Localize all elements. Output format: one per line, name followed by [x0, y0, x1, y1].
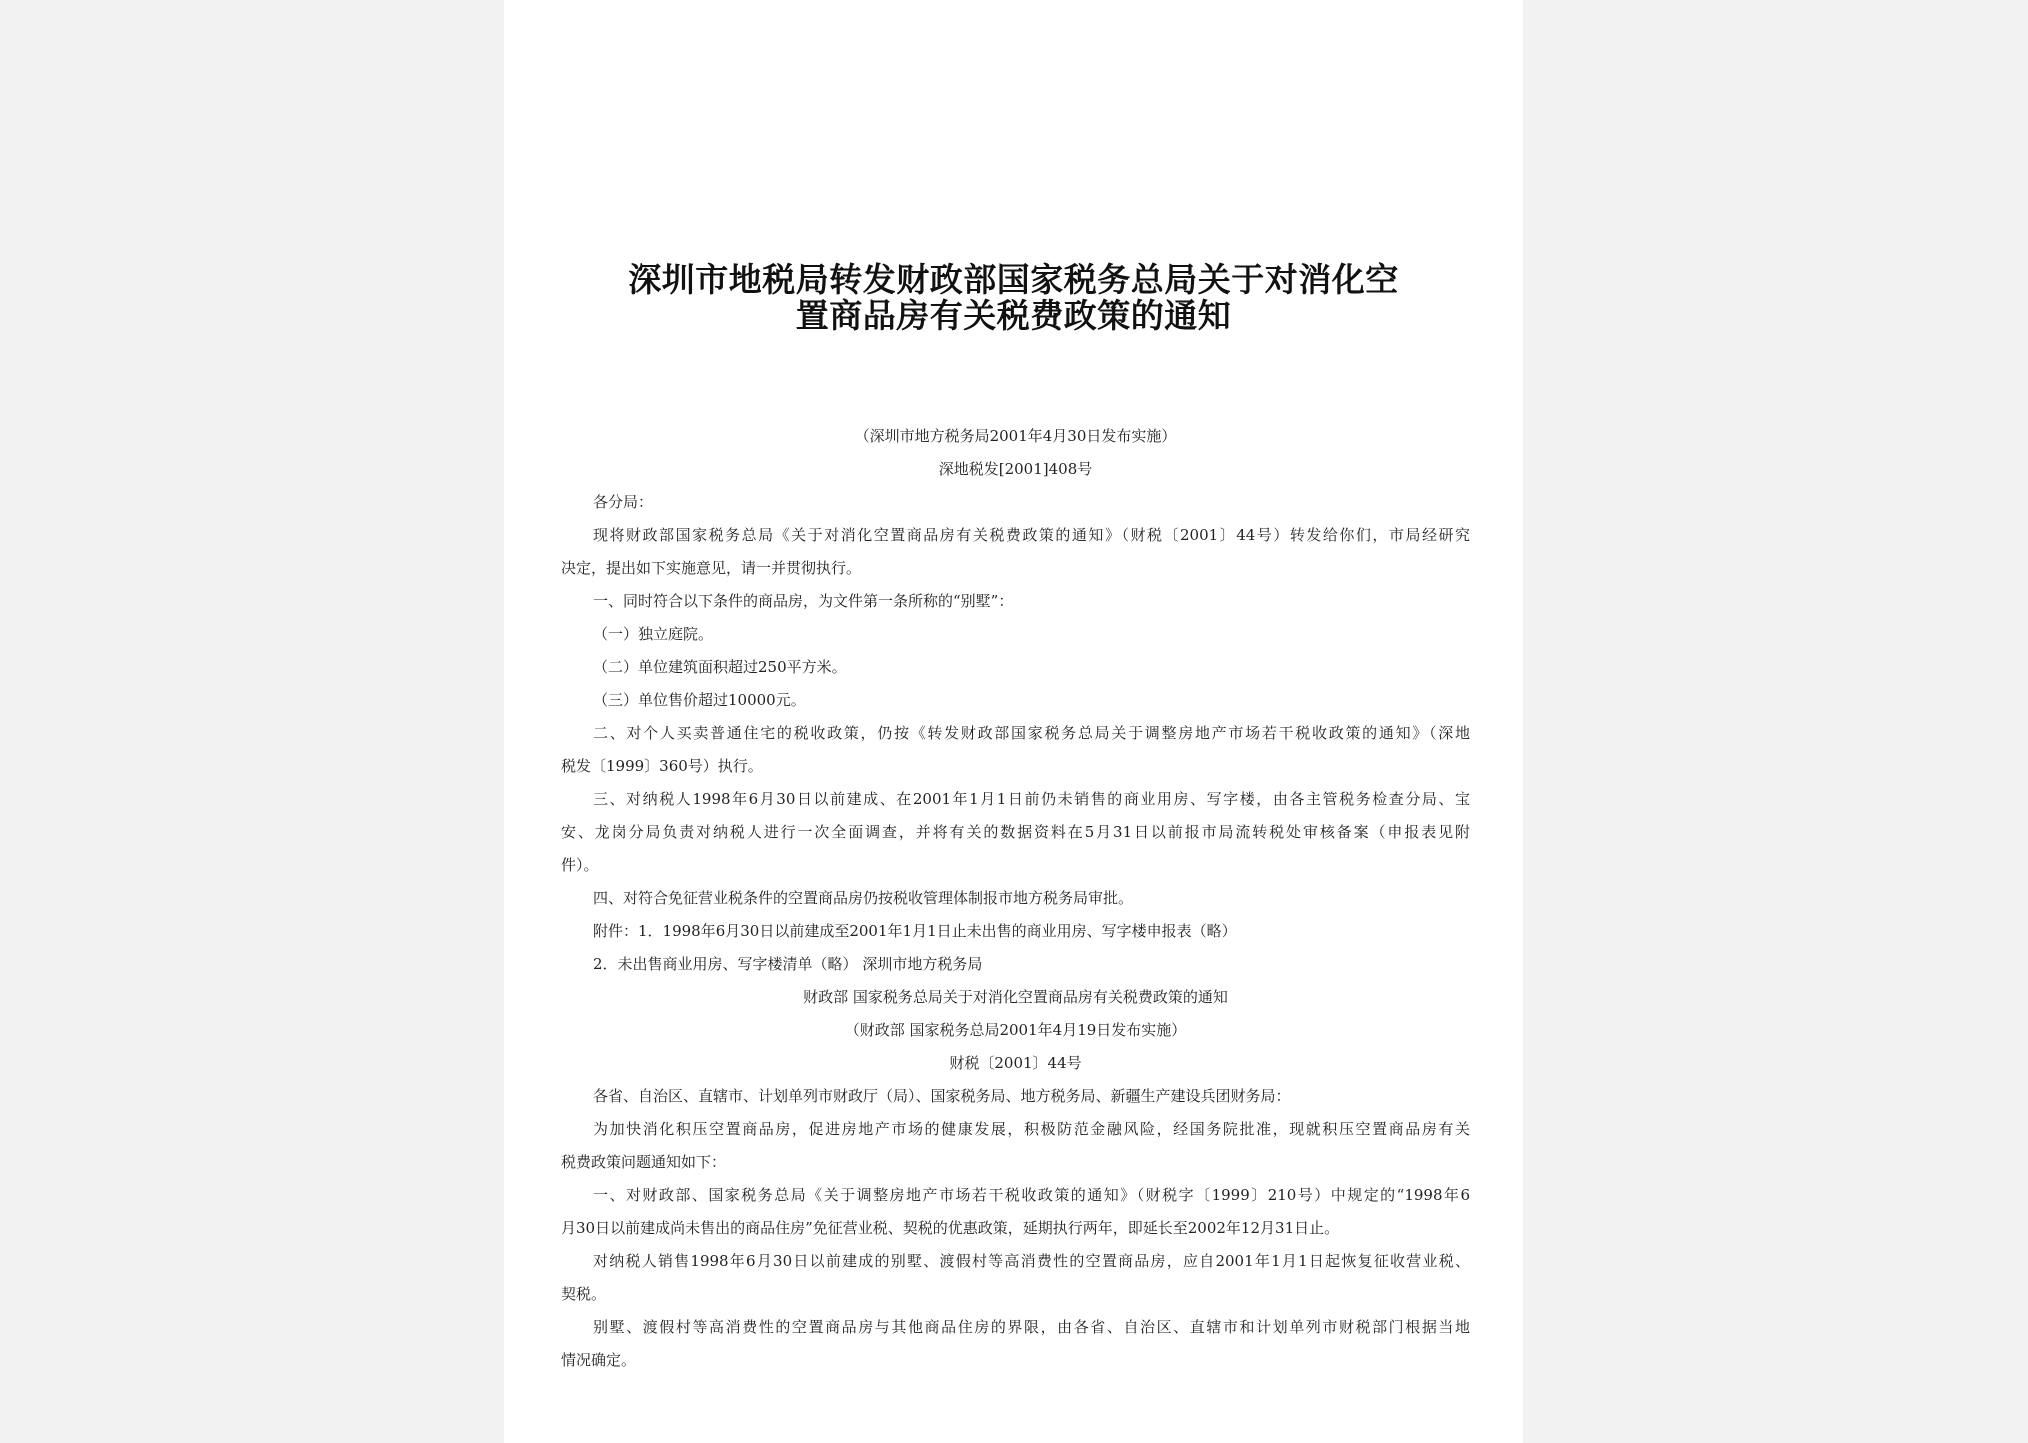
paragraph-line: （三）单位售价超过10000元。 [593, 691, 806, 709]
paragraph-line: 税发〔1999〕360号）执行。 [561, 757, 763, 775]
paragraph-line: （二）单位建筑面积超过250平方米。 [593, 658, 847, 676]
paragraph-line: 为加快消化积压空置商品房，促进房地产市场的健康发展，积极防范金融风险，经国务院批准，现就积压空置商品房有关 [593, 1120, 1470, 1138]
paragraph-line: 三、对纳税人1998年6月30日以前建成、在2001年1月1日前仍未销售的商业用房、写字楼，由各主管税务检查分局、宝 [593, 790, 1470, 808]
document-subtitle: （深圳市地方税务局2001年4月30日发布实施） [854, 427, 1177, 445]
paragraph-line: 情况确定。 [561, 1351, 637, 1369]
paragraph-line: 税费政策问题通知如下： [561, 1153, 727, 1171]
paragraph-line: 别墅、渡假村等高消费性的空置商品房与其他商品住房的界限，由各省、自治区、直辖市和计划单列市财税部门根据当地 [593, 1318, 1470, 1336]
second-salutation: 各省、自治区、直辖市、计划单列市财政厅（局）、国家税务局、地方税务局、新疆生产建设兵团财务局： [593, 1087, 1291, 1105]
paragraph-line: 附件：1．1998年6月30日以前建成至2001年1月1日止未出售的商业用房、写字楼申报表（略） [593, 922, 1237, 940]
document-page [504, 0, 1523, 1443]
paragraph-line: 对纳税人销售1998年6月30日以前建成的别墅、渡假村等高消费性的空置商品房，应自2001年1月1日起恢复征收营业税、 [593, 1252, 1470, 1270]
paragraph-line: 2．未出售商业用房、写字楼清单（略） 深圳市地方税务局 [593, 955, 983, 973]
second-notice-number: 财税〔2001〕44号 [949, 1054, 1082, 1072]
paragraph-line: （一）独立庭院。 [593, 625, 714, 643]
second-notice-subtitle: （财政部 国家税务总局2001年4月19日发布实施） [844, 1021, 1187, 1039]
paragraph-line: 月30日以前建成尚未售出的商品住房”免征营业税、契税的优惠政策，延期执行两年，即延长至2002年12月31日止。 [561, 1219, 1340, 1237]
paragraph-line: 一、对财政部、国家税务总局《关于调整房地产市场若干税收政策的通知》（财税字〔1999〕210号）中规定的“1998年6 [593, 1186, 1470, 1204]
title-line-1: 深圳市地税局转发财政部国家税务总局关于对消化空 [628, 260, 1399, 299]
paragraph-line: 四、对符合免征营业税条件的空置商品房仍按税收管理体制报市地方税务局审批。 [593, 889, 1134, 907]
paragraph-line: 现将财政部国家税务总局《关于对消化空置商品房有关税费政策的通知》（财税〔2001〕44号）转发给你们，市局经研究 [593, 526, 1470, 544]
document-body [561, 420, 1470, 1377]
paragraph-line: 安、龙岗分局负责对纳税人进行一次全面调查，并将有关的数据资料在5月31日以前报市局流转税处审核备案（申报表见附 [561, 823, 1470, 841]
paragraph-line: 契税。 [561, 1285, 607, 1303]
paragraph-line: 决定，提出如下实施意见，请一并贯彻执行。 [561, 559, 862, 577]
paragraph-line: 件）。 [561, 856, 599, 874]
paragraph-line: 一、同时符合以下条件的商品房，为文件第一条所称的“别墅”： [593, 592, 1014, 610]
document-number: 深地税发[2001]408号 [938, 460, 1093, 478]
paragraph-line: 二、对个人买卖普通住宅的税收政策，仍按《转发财政部国家税务总局关于调整房地产市场若干税收政策的通知》（深地 [593, 724, 1470, 742]
title-line-2: 置商品房有关税费政策的通知 [795, 296, 1232, 335]
document-title [564, 262, 1463, 334]
salutation: 各分局： [593, 493, 654, 511]
second-notice-title: 财政部 国家税务总局关于对消化空置商品房有关税费政策的通知 [803, 988, 1228, 1006]
